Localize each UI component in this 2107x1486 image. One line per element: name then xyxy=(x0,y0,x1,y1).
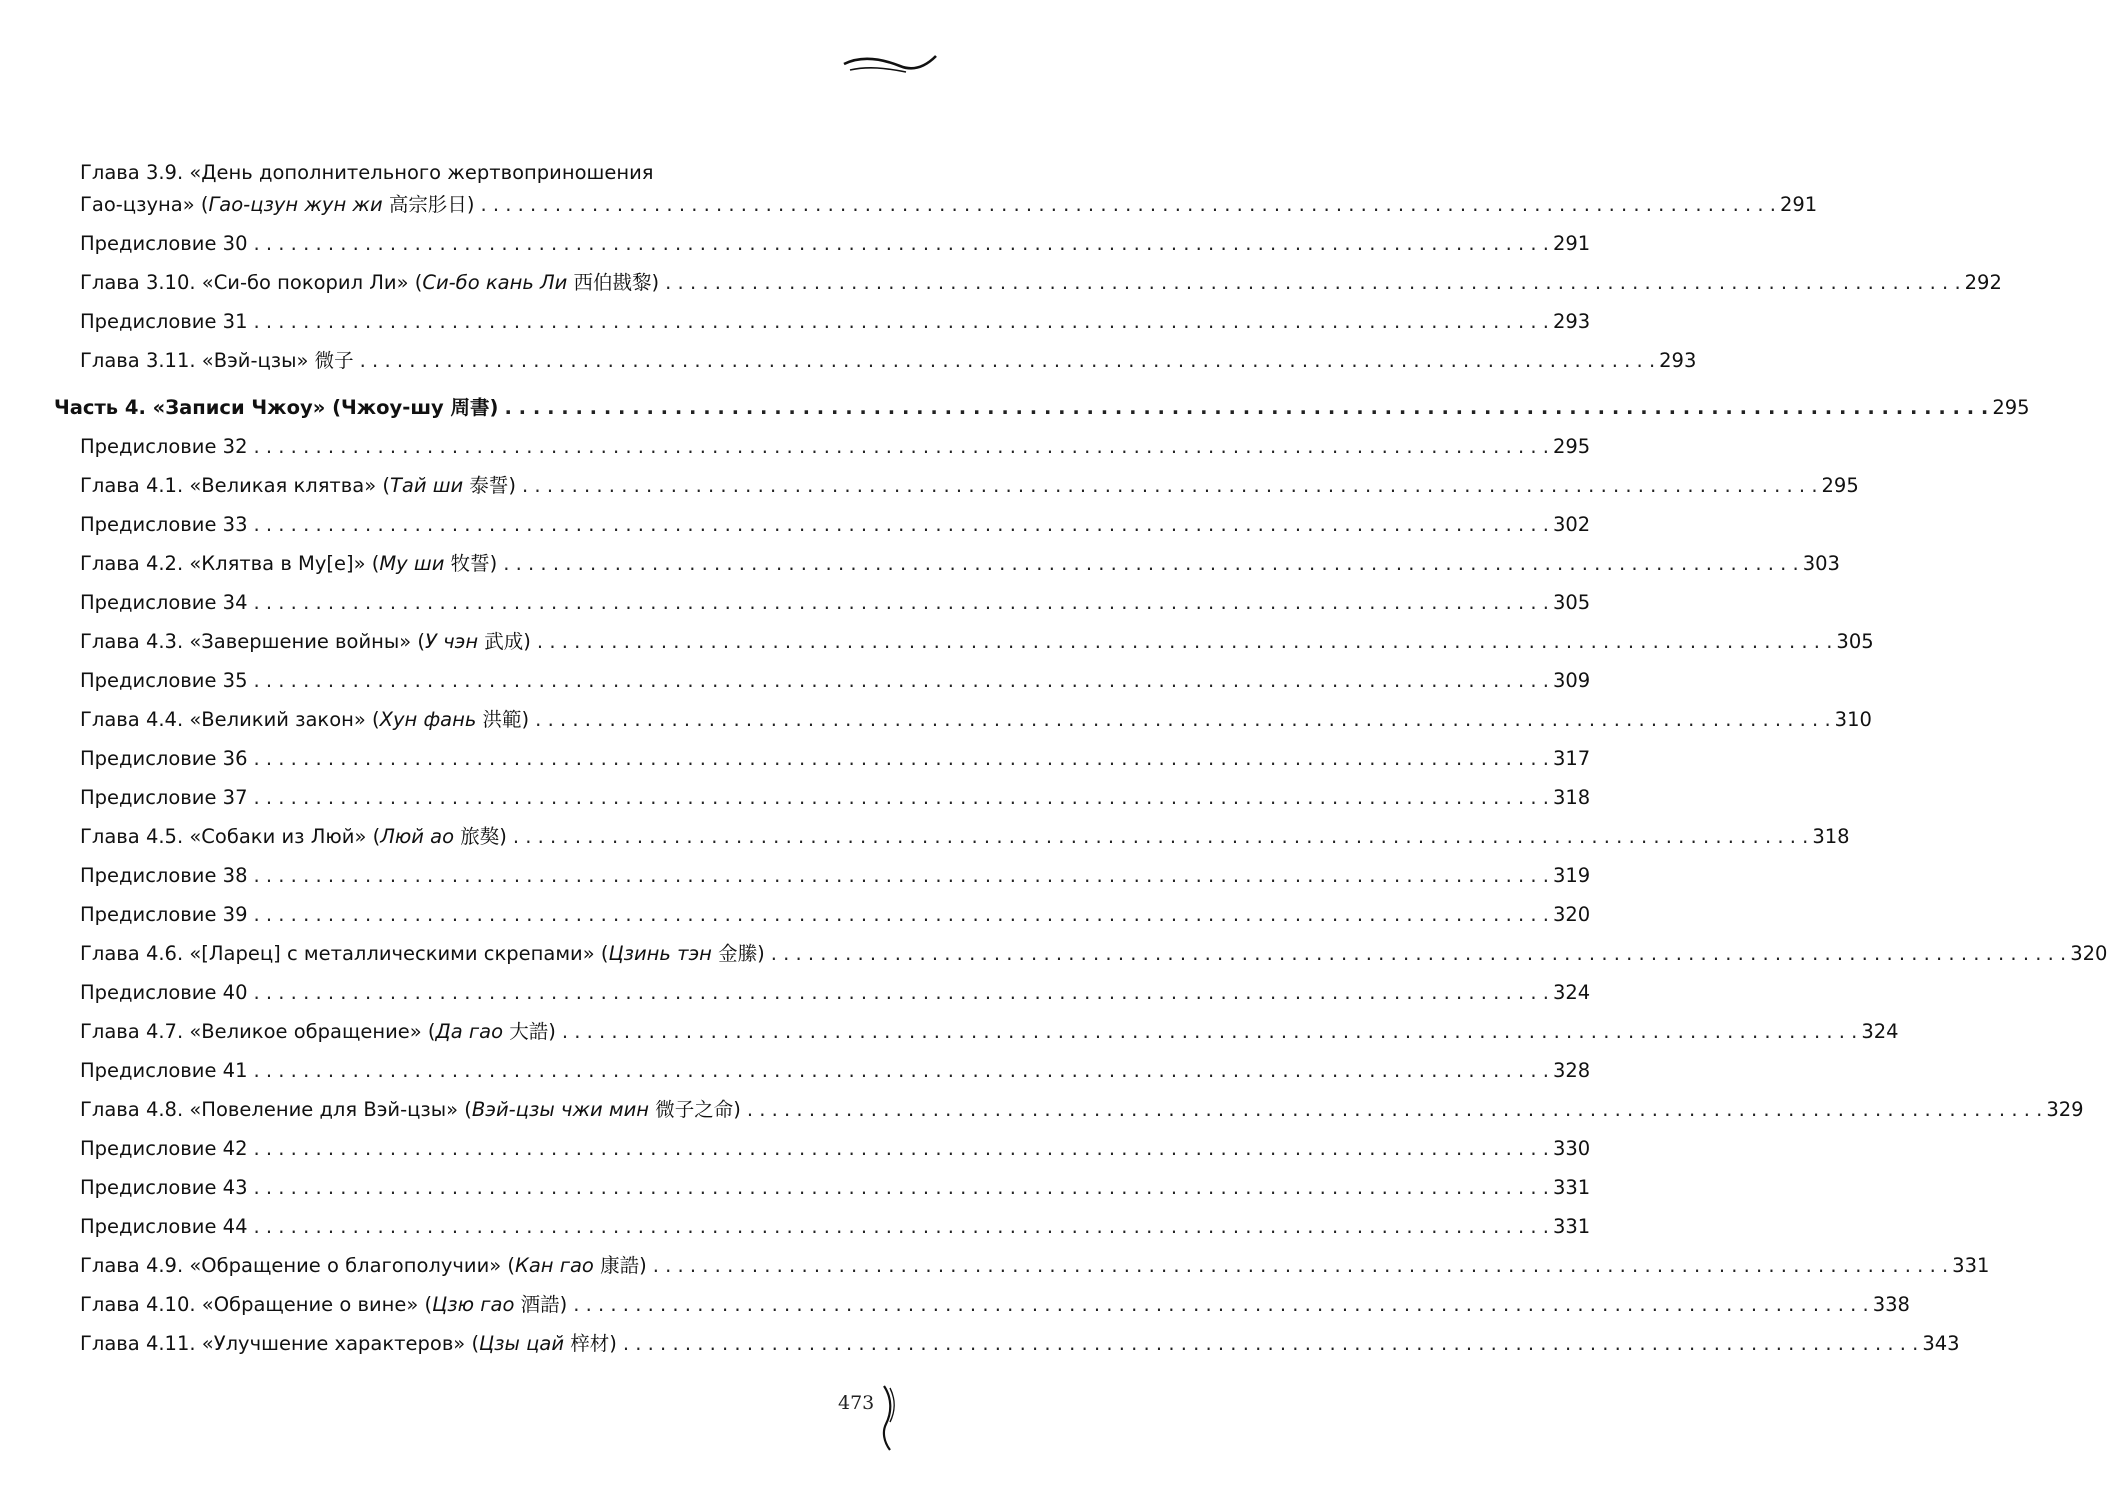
toc-page-number: 305 xyxy=(1552,591,1591,614)
dot-leader xyxy=(253,1173,1548,1203)
toc-page-number: 310 xyxy=(1834,708,1872,731)
dot-leader xyxy=(665,268,1960,298)
toc-entry-title: Гао-цзуна» (Гао-цзун жун жи 高宗肜日) xyxy=(80,193,475,216)
toc-entry-title: Предисловие 39 xyxy=(80,903,248,926)
toc-entry[interactable] xyxy=(54,744,1591,783)
toc-part-heading[interactable] xyxy=(54,393,2030,432)
toc-page-number: 303 xyxy=(1802,552,1840,575)
toc-page-number: 331 xyxy=(1552,1176,1591,1199)
toc-entry[interactable] xyxy=(54,1134,1591,1173)
toc-page-number: 320 xyxy=(2070,942,2107,965)
toc-entry-title: Глава 4.5. «Собаки из Люй» (Люй ао 旅獒) xyxy=(80,825,507,848)
dot-leader xyxy=(771,939,2066,969)
toc-page-number: 291 xyxy=(1552,232,1591,255)
toc-page-number: 295 xyxy=(1992,396,2030,419)
toc-entry[interactable] xyxy=(54,783,1591,822)
toc-entry[interactable] xyxy=(54,1251,1990,1290)
dot-leader xyxy=(253,1212,1548,1242)
dot-leader xyxy=(503,549,1798,579)
toc-entry[interactable] xyxy=(54,666,1591,705)
dot-leader xyxy=(253,588,1548,618)
toc-entry[interactable] xyxy=(54,1329,1960,1368)
dot-leader xyxy=(535,705,1830,735)
dot-leader xyxy=(253,666,1548,696)
toc-entry-title: Предисловие 30 xyxy=(80,232,248,255)
toc-entry-title: Глава 4.3. «Завершение войны» (У чэн 武成) xyxy=(80,630,531,653)
toc-entry-title: Предисловие 33 xyxy=(80,513,248,536)
dot-leader xyxy=(253,307,1548,337)
toc-page-number: 331 xyxy=(1952,1254,1990,1277)
toc-page-number: 324 xyxy=(1552,981,1591,1004)
toc-page-number: 320 xyxy=(1552,903,1591,926)
toc-entry-title: Глава 3.11. «Вэй-цзы» 微子 xyxy=(80,349,354,372)
toc-entry-title: Предисловие 31 xyxy=(80,310,248,333)
toc-entry-title: Предисловие 43 xyxy=(80,1176,248,1199)
dot-leader xyxy=(562,1017,1857,1047)
toc-page-number: 330 xyxy=(1552,1137,1591,1160)
toc-entry-title: Предисловие 35 xyxy=(80,669,248,692)
dot-leader xyxy=(253,1134,1548,1164)
toc-page-number: 328 xyxy=(1552,1059,1591,1082)
dot-leader xyxy=(253,510,1548,540)
toc-page-number: 331 xyxy=(1552,1215,1591,1238)
toc-entry-title: Предисловие 42 xyxy=(80,1137,248,1160)
dot-leader xyxy=(253,432,1548,462)
page-number: 473 xyxy=(838,1392,875,1414)
toc-page-number: 324 xyxy=(1861,1020,1899,1043)
toc-entry[interactable] xyxy=(54,1290,1910,1329)
dot-leader xyxy=(480,190,1775,220)
toc-entry[interactable] xyxy=(54,588,1591,627)
toc-page-number: 338 xyxy=(1872,1293,1910,1316)
toc-page-number: 295 xyxy=(1552,435,1591,458)
toc-entry[interactable] xyxy=(54,190,1818,229)
dot-leader xyxy=(522,471,1817,501)
toc-entry-title: Глава 4.8. «Повеление для Вэй-цзы» (Вэй-цзы чжи мин 微子之命) xyxy=(80,1098,741,1121)
toc-entry[interactable] xyxy=(54,900,1591,939)
toc-entry[interactable] xyxy=(54,307,1591,346)
dot-leader xyxy=(253,744,1548,774)
toc-page-number: 292 xyxy=(1964,271,2002,294)
dot-leader xyxy=(360,346,1655,376)
toc-page-number: 318 xyxy=(1552,786,1591,809)
toc-page-number: 305 xyxy=(1836,630,1874,653)
toc-entry-title: Глава 4.1. «Великая клятва» (Тай ши 泰誓) xyxy=(80,474,517,497)
toc-entry-title: Часть 4. «Записи Чжоу» (Чжоу-шу 周書) xyxy=(54,396,499,419)
toc-page-number: 295 xyxy=(1821,474,1859,497)
table-of-contents xyxy=(54,158,2107,1368)
dot-leader xyxy=(253,978,1548,1008)
dot-leader xyxy=(747,1095,2042,1125)
toc-entry[interactable] xyxy=(54,1095,2084,1134)
toc-entry[interactable] xyxy=(54,978,1591,1017)
toc-entry[interactable] xyxy=(54,705,1872,744)
dot-leader xyxy=(253,861,1548,891)
toc-page-number: 343 xyxy=(1922,1332,1960,1355)
toc-entry-title: Глава 4.6. «[Ларец] с металлическими скрепами» (Цзинь тэн 金縢) xyxy=(80,942,765,965)
toc-entry[interactable] xyxy=(54,1017,1899,1056)
dot-leader xyxy=(253,229,1548,259)
toc-page-number: 302 xyxy=(1552,513,1591,536)
toc-entry[interactable] xyxy=(54,346,1697,385)
toc-entry-title: Глава 4.7. «Великое обращение» (Да гао 大誥) xyxy=(80,1020,556,1043)
toc-entry-line1: Глава 3.9. «День дополнительного жертвоприношения xyxy=(80,161,654,184)
toc-entry[interactable] xyxy=(54,1173,1591,1212)
toc-page-number: 318 xyxy=(1812,825,1850,848)
toc-entry[interactable] xyxy=(54,510,1591,549)
toc-entry[interactable] xyxy=(54,861,1591,900)
toc-entry-title: Предисловие 36 xyxy=(80,747,248,770)
dot-leader xyxy=(623,1329,1918,1359)
decorative-swash-ornament xyxy=(840,46,940,80)
toc-entry-title: Предисловие 41 xyxy=(80,1059,248,1082)
toc-entry[interactable] xyxy=(54,471,1859,510)
dot-leader xyxy=(253,900,1548,930)
toc-entry[interactable] xyxy=(54,627,1874,666)
toc-entry-title: Глава 4.10. «Обращение о вине» (Цзю гао 酒誥) xyxy=(80,1293,568,1316)
toc-entry[interactable] xyxy=(54,939,2107,978)
toc-page-number: 319 xyxy=(1552,864,1591,887)
toc-entry-title: Глава 3.10. «Си-бо покорил Ли» (Си-бо кань Ли 西伯戡黎) xyxy=(80,271,660,294)
decorative-bracket-ornament xyxy=(876,1384,900,1452)
toc-entry-title: Глава 4.2. «Клятва в Му[е]» (Му ши 牧誓) xyxy=(80,552,498,575)
toc-page-number: 329 xyxy=(2046,1098,2084,1121)
dot-leader xyxy=(653,1251,1948,1281)
toc-entry-title: Предисловие 32 xyxy=(80,435,248,458)
toc-page-number: 293 xyxy=(1552,310,1591,333)
dot-leader xyxy=(537,627,1832,657)
toc-entry[interactable] xyxy=(54,549,1840,588)
dot-leader xyxy=(253,783,1548,813)
toc-entry-title: Предисловие 34 xyxy=(80,591,248,614)
toc-entry[interactable] xyxy=(54,1056,1591,1095)
toc-page-number: 291 xyxy=(1779,193,1818,216)
dot-leader xyxy=(573,1290,1868,1320)
toc-page-number: 309 xyxy=(1552,669,1591,692)
toc-page-number: 293 xyxy=(1659,349,1697,372)
toc-entry-title: Предисловие 38 xyxy=(80,864,248,887)
dot-leader xyxy=(513,822,1808,852)
toc-entry-title: Предисловие 40 xyxy=(80,981,248,1004)
dot-leader xyxy=(253,1056,1548,1086)
toc-page-number: 317 xyxy=(1552,747,1591,770)
toc-entry[interactable] xyxy=(54,822,1850,861)
toc-entry-title: Глава 4.4. «Великий закон» (Хун фань 洪範) xyxy=(80,708,530,731)
toc-entry-title: Предисловие 37 xyxy=(80,786,248,809)
toc-entry[interactable] xyxy=(54,229,1591,268)
dot-leader xyxy=(504,393,1988,423)
toc-entry[interactable] xyxy=(54,268,2002,307)
toc-entry-title: Глава 4.11. «Улучшение характеров» (Цзы цай 梓材) xyxy=(80,1332,617,1355)
toc-entry[interactable] xyxy=(54,432,1591,471)
toc-entry[interactable] xyxy=(54,1212,1591,1251)
toc-entry-title: Предисловие 44 xyxy=(80,1215,248,1238)
toc-entry-title: Глава 4.9. «Обращение о благополучии» (Кан гао 康誥) xyxy=(80,1254,647,1277)
